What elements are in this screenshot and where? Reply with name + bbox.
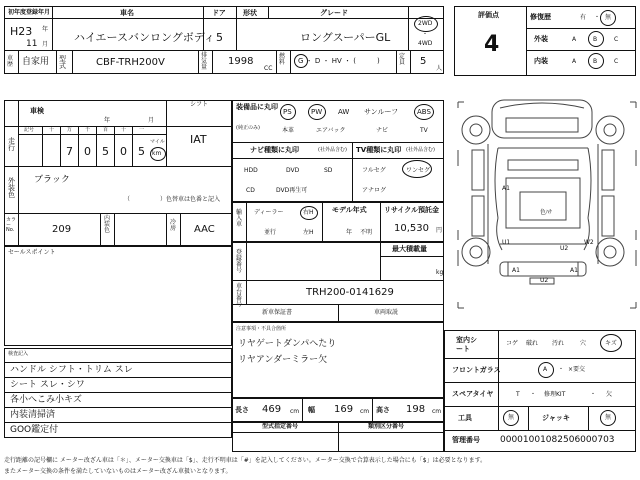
glass-replace: ×要交: [568, 366, 586, 373]
glass-dot: ・: [558, 366, 565, 373]
exterior-grade-a: A: [572, 36, 577, 43]
nav-header: ナビ種類に丸印: [250, 146, 299, 154]
mileage-header-man: 万: [67, 127, 73, 133]
mgmt-number: 00001001082506000703: [500, 435, 615, 445]
inspector-item-2: シート スレ・シワ: [10, 380, 85, 390]
diagram-mark-a1-left: A1: [502, 185, 510, 192]
interior-color-label: 内装色: [104, 215, 111, 234]
inspector-item-3: 各小へこみ小キズ: [10, 395, 82, 405]
width-value: 169: [334, 404, 354, 415]
recycle-value: 10,530: [394, 223, 429, 234]
footer-note-2: またメーター交換の条件を満たしていないものはメーター改ざん車扱いとなります。: [4, 468, 232, 475]
color-label: 外装色: [8, 177, 15, 199]
mileage-header-symbol: 記号: [24, 127, 35, 133]
yen-unit: 円: [436, 227, 443, 234]
drive-2wd: 2WD: [418, 20, 433, 27]
seat-hole: 穴: [580, 340, 587, 347]
mileage-digit-5: 5: [138, 145, 145, 158]
type-label: 型式: [59, 55, 66, 70]
diagram-mark-u2-bottom: U2: [560, 245, 569, 252]
model-year-unknown: 不明: [360, 229, 373, 236]
mgmt-label: 管理番号: [452, 436, 480, 444]
tv-sub: (社外品含む): [406, 147, 435, 153]
drive-4wd: 4WD: [418, 40, 433, 47]
equipment-label: 装備品に丸印: [236, 103, 278, 111]
capacity: 5: [420, 56, 427, 67]
nav-sd: SD: [324, 167, 333, 174]
spare-dot-1: ・: [530, 391, 537, 398]
tv-header: TV種類に丸印: [356, 146, 402, 154]
first-reg-label: 初年度登録年月: [8, 9, 51, 16]
equip-tv: TV: [420, 127, 428, 134]
height-value: 198: [406, 404, 426, 415]
shift-value: IAT: [190, 133, 207, 146]
diagram-mark-u1: U1: [502, 239, 511, 246]
exterior-grade-label: 外装: [534, 35, 548, 43]
fuel-label: 燃料: [279, 53, 286, 66]
inspector-item-5: GOO鑑定付: [10, 425, 59, 435]
spare-dot-2: ・: [590, 391, 597, 398]
grade-label: グレード: [320, 9, 348, 17]
footer-note-1: 走行距離の記号欄に メーター改ざん車は「＊」、メーター交換車は「$」、走行不明車は「#」を記入してください。メーター交換で合算表示した場合にも「$」は必要となります。: [4, 457, 487, 464]
seat-burn: コゲ: [506, 340, 519, 347]
import-dealer: ディーラー: [254, 209, 284, 216]
shift-label: シフト: [190, 101, 209, 108]
diagram-mark-w2: W2: [584, 239, 594, 246]
condition-label: 修復歴: [530, 13, 551, 21]
car-name-label: 車名: [120, 9, 134, 17]
purpose-value: 自家用: [22, 57, 50, 67]
seat-scratch: キズ: [605, 340, 617, 347]
cc-unit: CC: [264, 65, 273, 72]
width-label: 幅: [308, 406, 315, 414]
diagram-mark-paint: 色ﾊｹ: [540, 209, 553, 216]
person-unit: 人: [436, 65, 443, 72]
import-label: 輸入車: [236, 209, 243, 228]
diagram-mark-u2-rear: U2: [540, 277, 549, 284]
note-line-1: リヤゲートダンパへたり: [238, 339, 337, 349]
spare-missing: 欠: [606, 391, 613, 398]
exterior-grade-b: B: [593, 36, 598, 43]
height-label: 高さ: [376, 406, 390, 414]
nav-dvd-play: DVD再生可: [276, 187, 308, 194]
type-no-label: 型式指定番号: [262, 423, 299, 430]
tv-analog: アナログ: [362, 187, 387, 194]
seat-dirt: 汚れ: [552, 340, 565, 347]
import-right-hand: 右H: [303, 209, 314, 216]
mileage-digit-3: 5: [102, 145, 109, 158]
nav-hdd: HDD: [244, 167, 258, 174]
equip-aw: AW: [338, 108, 350, 116]
shape-label: 形状: [243, 9, 257, 17]
inspector-label: 検査記入: [8, 351, 29, 357]
condition-no: 無: [605, 14, 612, 21]
model-year-unit: 年: [346, 229, 353, 236]
recycle-label: リサイクル預託金: [384, 206, 440, 214]
mileage-label: 走行: [8, 137, 15, 152]
mileage-header-ju: 十: [121, 127, 127, 133]
mileage-unit: km: [152, 150, 162, 157]
equip-sunroof: サンルーフ: [364, 108, 399, 116]
color-no: 209: [52, 224, 72, 235]
capacity-label: 定員: [399, 53, 406, 66]
equip-ps: PS: [283, 108, 292, 116]
displacement: 1998: [228, 56, 254, 67]
interior-grade-label: 内装: [534, 57, 548, 65]
sales-point-label: セールスポイント: [8, 249, 56, 256]
equip-abs: ABS: [417, 108, 431, 116]
mileage-header-ichi: 一: [139, 127, 145, 133]
inspection-month-unit: 月: [148, 117, 155, 124]
ac-value: AAC: [194, 224, 215, 235]
year-unit: 年: [42, 26, 49, 33]
equipment-sub-label: (純正のみ): [236, 125, 260, 131]
warranty-label: 新車保証書: [262, 309, 293, 316]
mileage-digit-1: 7: [66, 145, 73, 158]
import-left-hand: 左H: [303, 229, 314, 236]
jack-label: ジャッキ: [542, 414, 570, 422]
inspector-item-4: 内装清掃済: [10, 410, 56, 420]
month-unit: 月: [42, 41, 49, 48]
inspector-item-1: ハンドル シフト・トリム スレ: [10, 365, 133, 375]
ac-label: 冷房: [170, 219, 177, 232]
length-label: 長さ: [235, 406, 249, 414]
import-parallel: 並行: [264, 229, 277, 236]
length-unit: cm: [290, 408, 300, 415]
model-year-label: モデル年式: [332, 206, 367, 214]
notes-label: 注意事項・不具合箇所: [236, 326, 287, 332]
grade-value: ロングスーパーGL: [300, 31, 391, 44]
equip-navi: ナビ: [376, 127, 389, 134]
equip-leather: 本革: [282, 127, 295, 134]
chassis-label: 車台番号: [236, 283, 243, 308]
score-value: 4: [484, 32, 500, 57]
color-value: ブラック: [34, 175, 70, 185]
max-load-label: 最大積載量: [392, 245, 427, 253]
drive-dot: ・: [422, 31, 429, 38]
purpose-label: 車歴: [7, 55, 14, 68]
model-code: CBF-TRH200V: [96, 57, 165, 68]
mileage-header-ten-man: 十: [49, 127, 55, 133]
condition-dot: ・: [594, 14, 601, 21]
tv-fullseg: フルセグ: [362, 167, 386, 174]
spare-label: スペアタイヤ: [452, 390, 494, 398]
height-unit: cm: [432, 408, 442, 415]
spare-t: T: [516, 391, 520, 398]
interior-grade-a: A: [572, 58, 577, 65]
equip-airbag: エアバック: [316, 127, 346, 134]
class-no-label: 類別区分番号: [368, 423, 405, 430]
interior-grade-b: B: [593, 58, 598, 65]
kg-unit: kg: [436, 269, 444, 276]
tv-oneseg: ワンセグ: [406, 167, 431, 174]
nav-dvd: DVD: [286, 167, 300, 174]
seat-label: 室内シート: [456, 336, 477, 354]
fuel-options: G ・ D ・ HV ・ ( ): [298, 57, 380, 65]
equip-pw: PW: [311, 108, 323, 116]
tools-value: 無: [508, 414, 515, 421]
tools-label: 工具: [458, 414, 472, 422]
car-name: ハイエースバンロングボディ: [74, 31, 215, 44]
mileage-digit-2: 0: [84, 145, 91, 158]
plate-label: 登録番号: [236, 249, 243, 274]
color-note: （ ）色替車は色番と記入: [124, 196, 221, 203]
mileage-digit-4: 0: [120, 145, 127, 158]
mileage-header-sen: 千: [85, 127, 91, 133]
inspection-label: 車検: [30, 107, 44, 115]
reg-month: 11: [26, 39, 38, 49]
glass-label: フロントガラス: [452, 366, 501, 374]
inspection-year-unit: 年: [104, 117, 111, 124]
note-line-2: リヤアンダーミラー欠: [238, 355, 328, 365]
interior-grade-c: C: [614, 58, 619, 65]
jack-value: 無: [605, 414, 612, 421]
door-label: ドア: [212, 9, 226, 17]
nav-cd: CD: [246, 187, 255, 194]
glass-a: A: [543, 366, 548, 373]
chassis-number: TRH200-0141629: [306, 287, 394, 298]
seat-tear: 破れ: [526, 340, 539, 347]
exterior-grade-c: C: [614, 36, 619, 43]
width-unit: cm: [360, 408, 370, 415]
nav-sub: (社外品含む): [318, 147, 347, 153]
color-no-label: カラーNo.: [6, 217, 17, 233]
condition-yes: 有: [580, 14, 587, 21]
spare-kit: 修理KIT: [544, 391, 566, 398]
mileage-unit-label: マイル: [150, 139, 165, 145]
displacement-label: 排気量: [201, 52, 208, 71]
diagram-mark-a1-right: A1: [570, 267, 578, 274]
mileage-header-hyaku: 百: [103, 127, 109, 133]
manual-label: 車両取説: [374, 309, 399, 316]
length-value: 469: [262, 404, 282, 415]
reg-year: H23: [10, 25, 33, 38]
door-count: 5: [216, 31, 223, 44]
diagram-mark-a1-bumper: A1: [512, 267, 520, 274]
score-label: 評価点: [478, 11, 499, 19]
